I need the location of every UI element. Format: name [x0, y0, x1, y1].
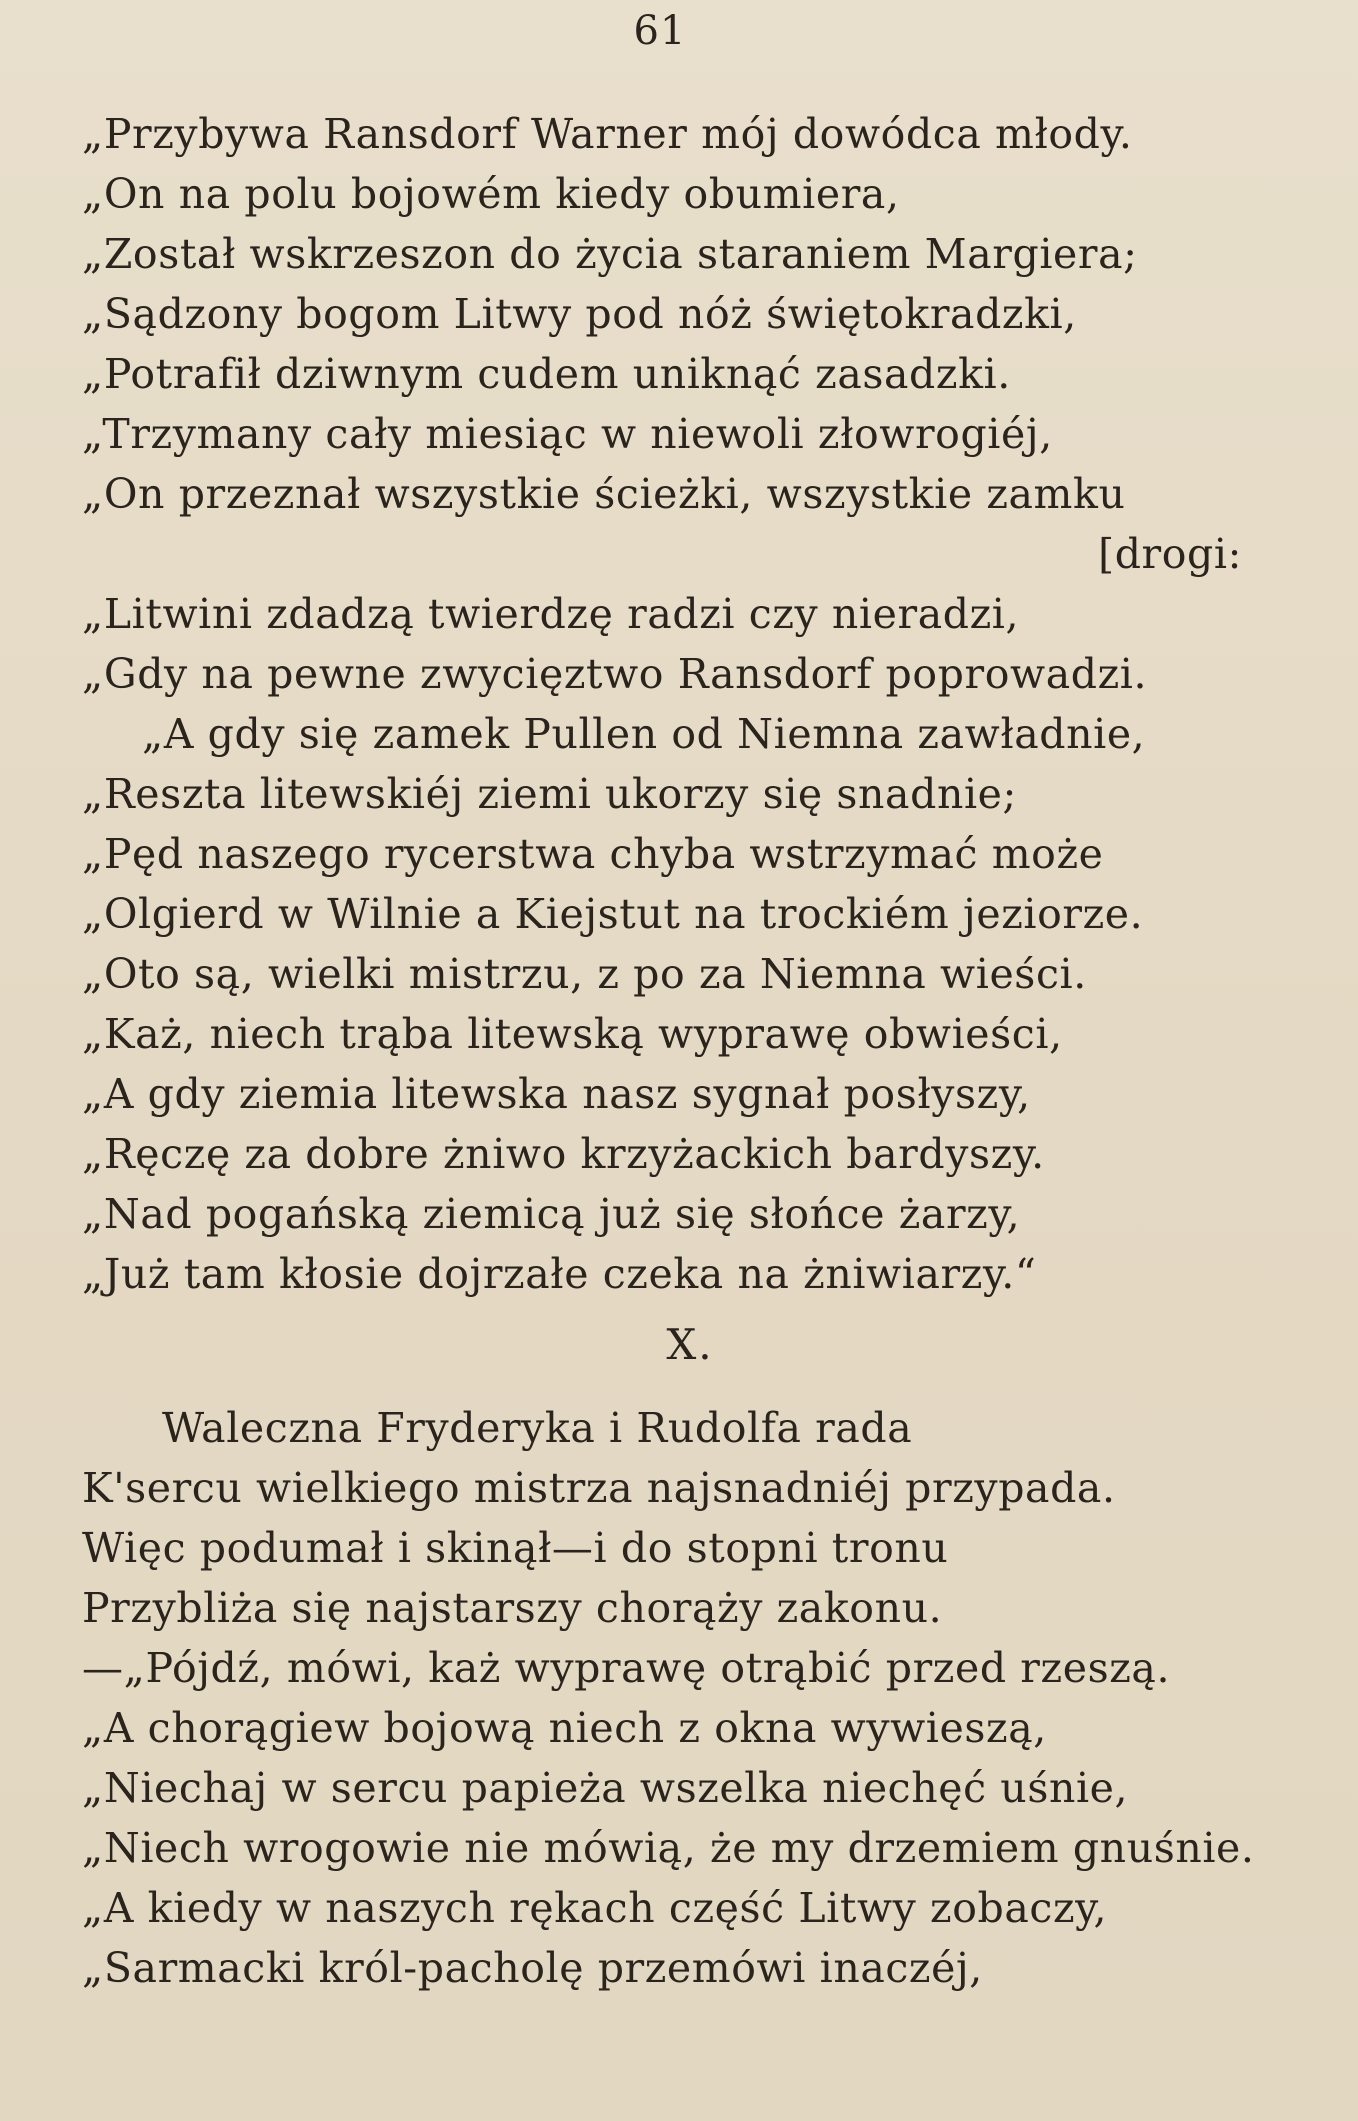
verse-line: „Sądzony bogom Litwy pod nóż świętokradzki,: [82, 290, 1077, 338]
verse-line: —„Pójdź, mówi, każ wyprawę otrąbić przed rzeszą.: [82, 1644, 1171, 1692]
verse-line: „Niech wrogowie nie mówią, że my drzemiem gnuśnie.: [82, 1824, 1255, 1872]
verse-line: Więc podumał i skinął—i do stopni tronu: [82, 1524, 949, 1572]
verse-line: „Reszta litewskiéj ziemi ukorzy się snadnie;: [82, 770, 1017, 818]
verse-line: „Ręczę za dobre żniwo krzyżackich bardyszy.: [82, 1130, 1045, 1178]
verse-line: „Nad pogańską ziemicą już się słońce żarzy,: [82, 1190, 1021, 1238]
verse-line: Przybliża się najstarszy chorąży zakonu.: [82, 1584, 943, 1632]
verse-line: „Przybywa Ransdorf Warner mój dowódca młody.: [82, 110, 1133, 158]
verse-line: „A kiedy w naszych rękach część Litwy zobaczy,: [82, 1884, 1108, 1932]
verse-line: „A gdy ziemia litewska nasz sygnał posłyszy,: [82, 1070, 1031, 1118]
verse-line: „Pęd naszego rycerstwa chyba wstrzymać może: [82, 830, 1104, 878]
verse-line: „Trzymany cały miesiąc w niewoli złowrogiéj,: [82, 410, 1053, 458]
verse-line: „Gdy na pewne zwycięztwo Ransdorf poprowadzi.: [82, 650, 1148, 698]
verse-line: „Sarmacki król-pacholę przemówi inaczéj,: [82, 1944, 983, 1992]
verse-line: „On przeznał wszystkie ścieżki, wszystkie zamku: [82, 470, 1126, 518]
page-number: 61: [633, 8, 687, 54]
verse-line: „Już tam kłosie dojrzałe czeka na żniwiarzy.“: [82, 1250, 1037, 1298]
verse-line: „Oto są, wielki mistrzu, z po za Niemna wieści.: [82, 950, 1087, 998]
verse-line: „Niechaj w sercu papieża wszelka niechęć uśnie,: [82, 1764, 1129, 1812]
verse-line: „On na polu bojowém kiedy obumiera,: [82, 170, 900, 218]
verse-line: „Olgierd w Wilnie a Kiejstut na trockiém jeziorze.: [82, 890, 1144, 938]
poem-stanza-2: [82, 1398, 1302, 1998]
verse-line: K'sercu wielkiego mistrza najsnadniéj przypada.: [82, 1464, 1116, 1512]
verse-line: „A gdy się zamek Pullen od Niemna zawładnie,: [142, 710, 1146, 758]
verse-line: „A chorągiew bojową niech z okna wywieszą,: [82, 1704, 1047, 1752]
verse-line: „Potrafił dziwnym cudem uniknąć zasadzki.: [82, 350, 1011, 398]
section-heading: X.: [666, 1320, 714, 1369]
verse-line: „Został wskrzeszon do życia staraniem Margiera;: [82, 230, 1138, 278]
verse-line: Waleczna Fryderyka i Rudolfa rada: [162, 1404, 913, 1452]
poem-stanza-1: [82, 104, 1302, 1304]
verse-line: „Litwini zdadzą twierdzę radzi czy nieradzi,: [82, 590, 1020, 638]
verse-line-continuation: [drogi:: [1098, 530, 1242, 578]
verse-line: „Każ, niech trąba litewską wyprawę obwieści,: [82, 1010, 1063, 1058]
